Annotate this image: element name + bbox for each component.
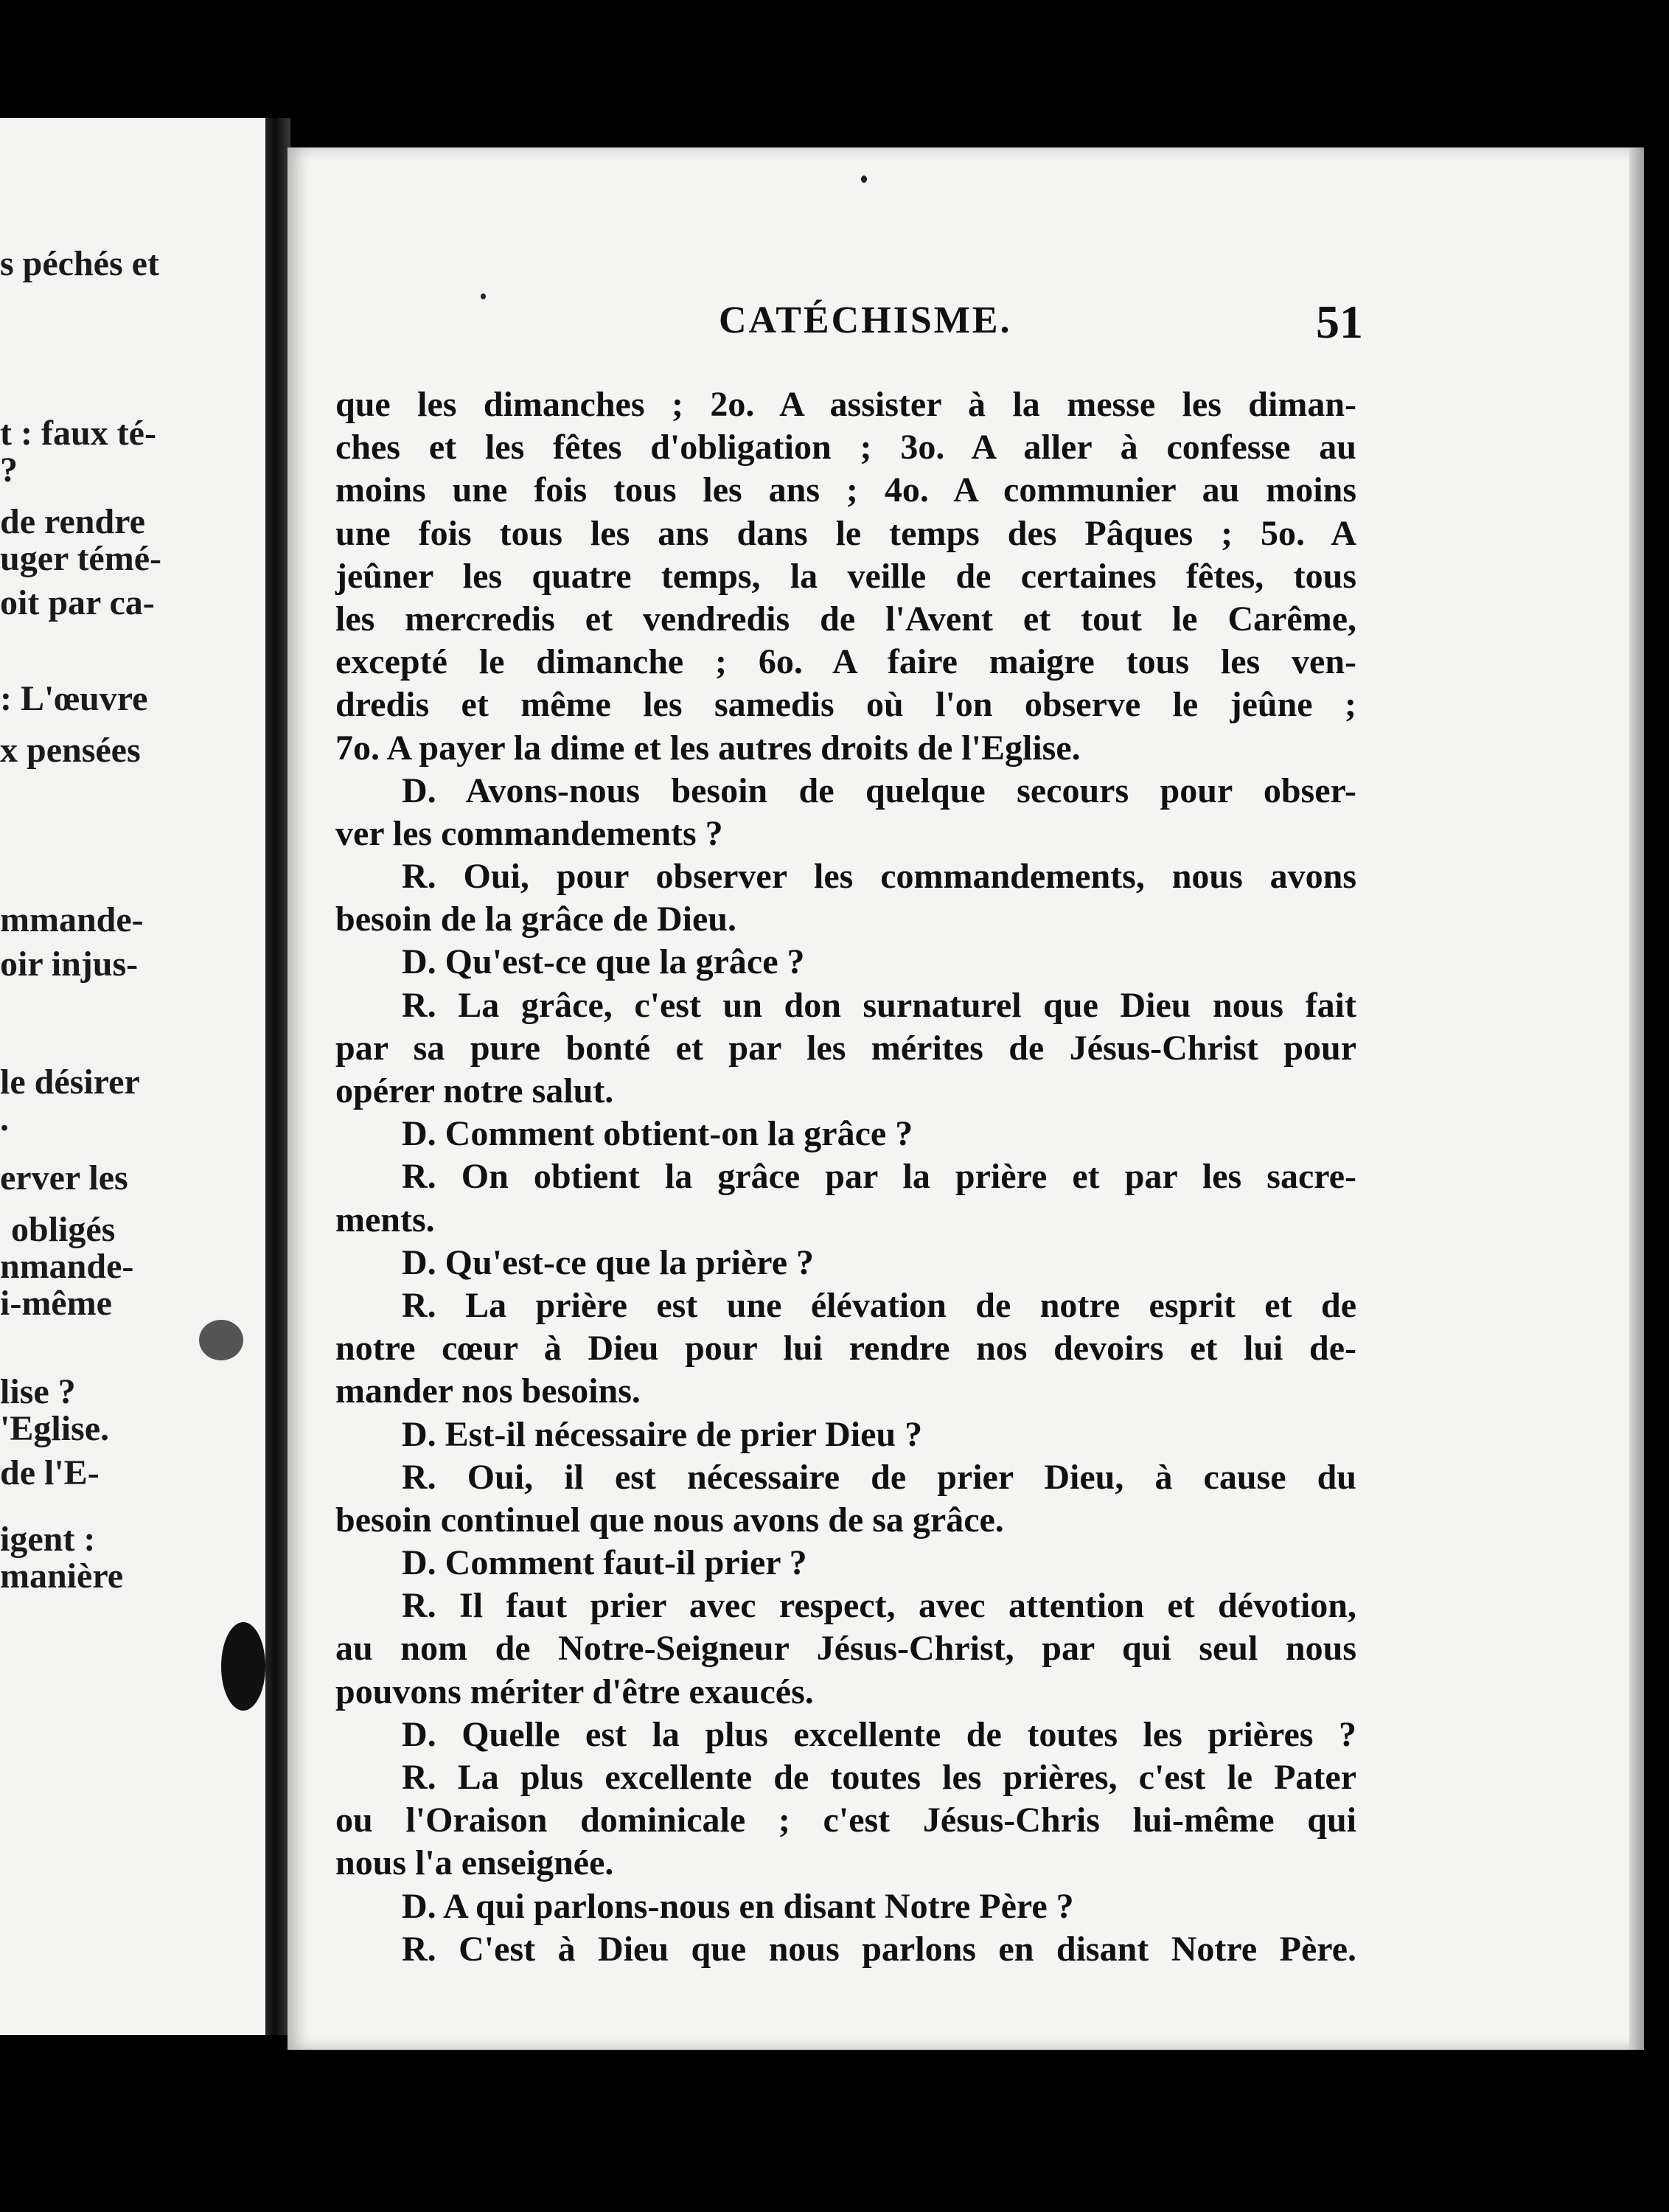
binding-tear [199, 1320, 243, 1360]
previous-page-text-fragment: uger témé- [0, 539, 161, 578]
text-line: R. On obtient la grâce par la prière et par les sacre- [402, 1157, 1356, 1197]
text-line: R. C'est à Dieu que nous parlons en disant Notre Père. [402, 1929, 1356, 1969]
previous-page-text-fragment: de rendre [0, 502, 145, 541]
text-line: D. Qu'est-ce que la grâce ? [402, 942, 805, 982]
previous-page-text-fragment: ? [0, 451, 18, 490]
text-line: D. Est-il nécessaire de prier Dieu ? [402, 1414, 923, 1454]
previous-page-text-fragment: : L'œuvre [0, 679, 148, 718]
text-line: ments. [335, 1200, 435, 1239]
text-line: excepté le dimanche ; 6o. A faire maigre tous les ven- [335, 642, 1356, 682]
text-line: dredis et même les samedis où l'on observe le jeûne ; [335, 685, 1356, 725]
text-line: par sa pure bonté et par les mérites de Jésus-Christ pour [335, 1028, 1356, 1068]
previous-page-text-fragment: de l'E- [0, 1453, 100, 1492]
previous-page-text-fragment: erver les [0, 1158, 128, 1197]
previous-page-text-fragment: oir injus- [0, 945, 139, 984]
previous-page-text-fragment: x pensées [0, 731, 141, 770]
text-line: besoin continuel que nous avons de sa grâce. [335, 1500, 1004, 1540]
ink-speck [481, 293, 486, 299]
text-line: ches et les fêtes d'obligation ; 3o. A aller à confesse au [335, 428, 1356, 467]
text-line: les mercredis et vendredis de l'Avent et tout le Carême, [335, 599, 1356, 639]
previous-page-text-fragment: obligés [11, 1210, 116, 1249]
previous-page-text-fragment: t : faux té- [0, 414, 156, 453]
page-edge [1629, 147, 1644, 2050]
previous-page-text-fragment: nmande- [0, 1247, 134, 1286]
previous-page-text-fragment: le désirer [0, 1062, 140, 1102]
text-line: R. Oui, pour observer les commandements, nous avons [402, 857, 1356, 897]
ink-speck [861, 175, 867, 183]
page-number: 51 [1316, 296, 1363, 348]
text-line: D. Quelle est la plus excellente de toutes les prières ? [402, 1714, 1356, 1754]
text-line: D. A qui parlons-nous en disant Notre Père ? [402, 1886, 1074, 1926]
text-line: besoin de la grâce de Dieu. [335, 900, 736, 939]
text-line: R. Il faut prier avec respect, avec attention et dévotion, [402, 1586, 1356, 1626]
running-title: CATÉCHISME. [719, 299, 1012, 341]
text-line: au nom de Notre-Seigneur Jésus-Christ, par qui seul nous [335, 1629, 1356, 1669]
text-line: ou l'Oraison dominicale ; c'est Jésus-Chris lui-même qui [335, 1801, 1356, 1840]
text-line: jeûner les quatre temps, la veille de certaines fêtes, tous [335, 556, 1356, 596]
text-line: nous l'a enseignée. [335, 1843, 614, 1883]
text-line: R. La plus excellente de toutes les prières, c'est le Pater [402, 1758, 1356, 1797]
catechism-text [335, 383, 1356, 1971]
text-line: R. La prière est une élévation de notre esprit et de [402, 1285, 1356, 1325]
previous-page-text-fragment: mmande- [0, 900, 144, 939]
text-line: une fois tous les ans dans le temps des Pâques ; 5o. A [335, 513, 1356, 553]
previous-page-text-fragment: lise ? [0, 1372, 76, 1411]
previous-page-text-fragment: manière [0, 1557, 124, 1596]
text-line: 7o. A payer la dime et les autres droits de l'Eglise. [335, 728, 1081, 768]
text-line: D. Comment faut-il prier ? [402, 1543, 807, 1583]
text-line: moins une fois tous les ans ; 4o. A communier au moins [335, 470, 1356, 510]
previous-page-text-fragment: 'Eglise. [0, 1409, 110, 1448]
previous-page-text-fragment: igent : [0, 1520, 96, 1559]
previous-page-text-fragment: s péchés et [0, 244, 159, 283]
text-line: D. Qu'est-ce que la prière ? [402, 1242, 815, 1282]
text-line: R. La grâce, c'est un don surnaturel que Dieu nous fait [402, 985, 1356, 1025]
text-line: notre cœur à Dieu pour lui rendre nos devoirs et lui de- [335, 1329, 1356, 1368]
book-binding [265, 118, 290, 2035]
previous-page-text-fragment: . [0, 1099, 9, 1138]
text-line: D. Avons-nous besoin de quelque secours pour obser- [402, 771, 1356, 810]
previous-page-text-fragment: i-même [0, 1284, 112, 1323]
text-line: que les dimanches ; 2o. A assister à la messe les diman- [335, 385, 1356, 424]
text-line: opérer notre salut. [335, 1071, 614, 1110]
previous-page-text-fragment: oit par ca- [0, 583, 155, 622]
text-line: R. Oui, il est nécessaire de prier Dieu, à cause du [402, 1457, 1356, 1497]
text-line: mander nos besoins. [335, 1371, 641, 1411]
text-line: ver les commandements ? [335, 813, 723, 853]
binding-tear [221, 1622, 265, 1711]
text-line: D. Comment obtient-on la grâce ? [402, 1114, 913, 1154]
previous-page [0, 118, 280, 2035]
text-line: pouvons mériter d'être exaucés. [335, 1672, 814, 1711]
